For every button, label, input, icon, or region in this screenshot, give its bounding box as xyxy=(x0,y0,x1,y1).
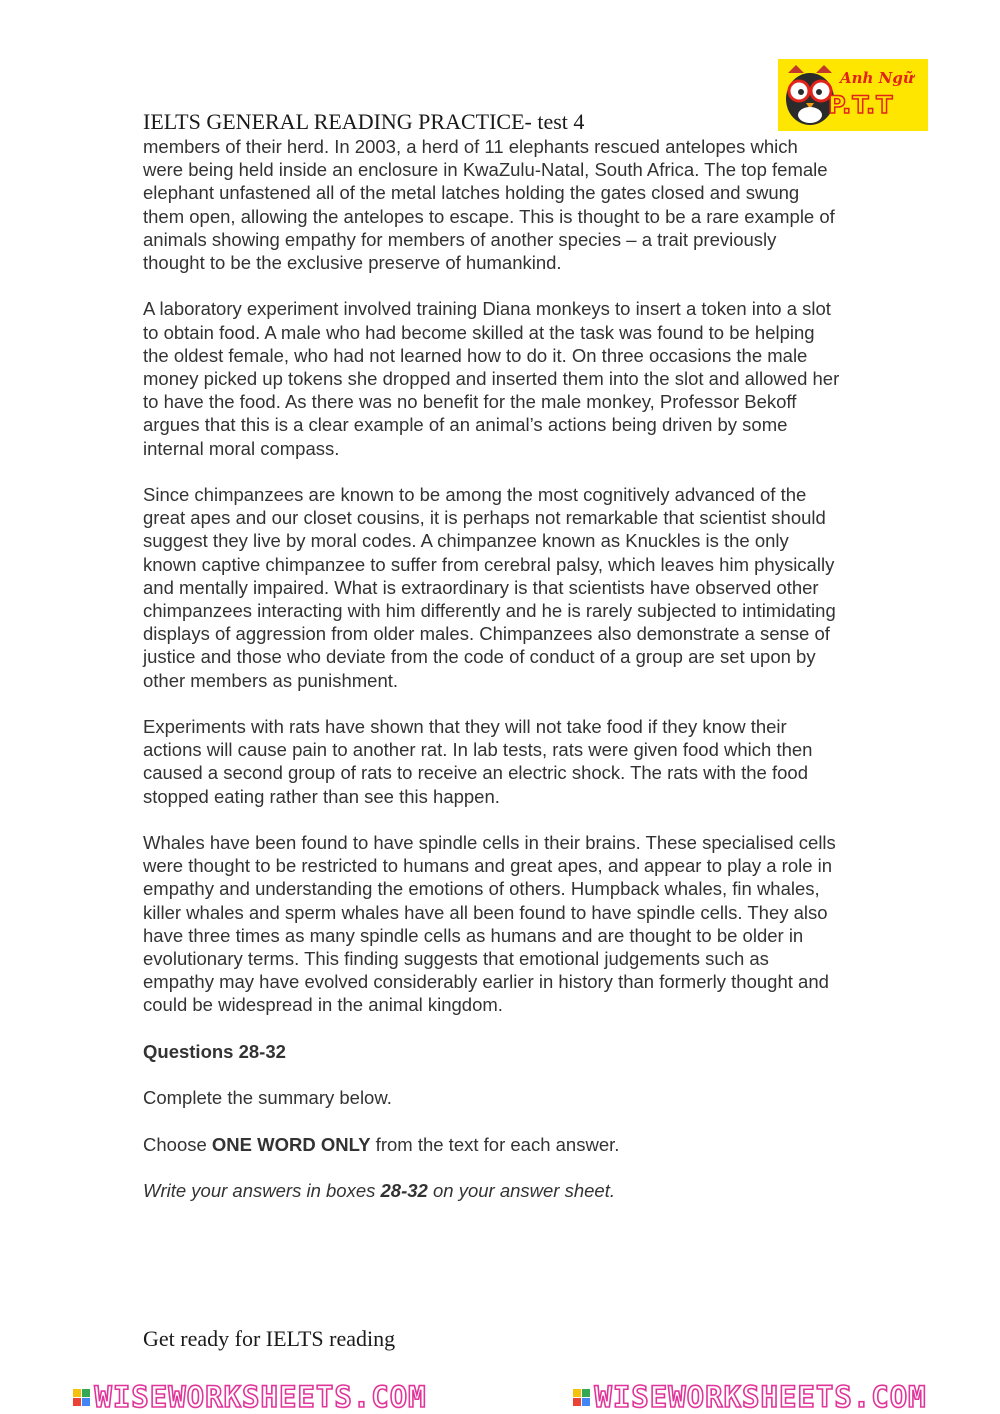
text-line: chimpanzees interacting with him differently and he is rarely subjected to intimidating xyxy=(143,600,836,622)
watermark-logo-icon xyxy=(73,1389,90,1406)
watermark-banner xyxy=(0,1381,1000,1413)
instruction-text: Choose xyxy=(143,1133,212,1155)
paragraph-elephants xyxy=(143,135,913,274)
instruction-choose xyxy=(143,1133,913,1156)
instruction-text: on your answer sheet. xyxy=(427,1180,616,1202)
text-line: empathy may have evolved considerably earlier in history than formerly thought and xyxy=(143,971,829,993)
text-line: other members as punishment. xyxy=(143,669,399,691)
text-line: could be widespread in the animal kingdom. xyxy=(143,994,503,1016)
text-line: Since chimpanzees are known to be among the most cognitively advanced of the xyxy=(143,484,807,506)
text-line: justice and those who deviate from the code of conduct of a group are set upon by xyxy=(143,646,816,668)
text-line: evolutionary terms. This finding suggests that emotional judgements such as xyxy=(143,948,769,970)
page-title: IELTS GENERAL READING PRACTICE- test 4 xyxy=(143,109,585,134)
text-line: Experiments with rats have shown that they will not take food if they know their xyxy=(143,716,787,738)
text-line: the oldest female, who had not learned how to do it. On three occasions the male xyxy=(143,344,808,366)
text-line: A laboratory experiment involved training Diana monkeys to insert a token into a slot xyxy=(143,298,831,320)
instruction-text: Write your answers in boxes xyxy=(143,1180,381,1202)
text-line: and mentally impaired. What is extraordinary is that scientists have observed other xyxy=(143,576,819,598)
watermark-unit xyxy=(73,1380,426,1414)
text-line: great apes and our closet cousins, it is perhaps not remarkable that scientist should xyxy=(143,507,826,529)
text-line: members of their herd. In 2003, a herd of 11 elephants rescued antelopes which xyxy=(143,136,798,157)
paragraph-rats xyxy=(143,715,913,808)
text-line: suggest they live by moral codes. A chimpanzee known as Knuckles is the only xyxy=(143,530,789,552)
instruction-complete: Complete the summary below. xyxy=(143,1087,392,1109)
instruction-emphasis: ONE WORD ONLY xyxy=(211,1133,371,1155)
text-line: stopped eating rather than see this happen. xyxy=(143,785,500,807)
text-line: to obtain food. A male who had become skilled at the task was found to be helping xyxy=(143,321,815,343)
watermark-text: WISEWORKSHEETS.COM xyxy=(94,1380,427,1414)
text-line: Whales have been found to have spindle cells in their brains. These specialised cells xyxy=(143,832,836,854)
logo-text-ptt: P.T.T xyxy=(828,91,894,119)
watermark-unit xyxy=(573,1380,926,1414)
text-line: killer whales and sperm whales have all been found to have spindle cells. They also xyxy=(143,901,828,923)
footer-text: Get ready for IELTS reading xyxy=(143,1326,396,1351)
instruction-emphasis: 28-32 xyxy=(380,1180,428,1202)
text-line: actions will cause pain to another rat. In lab tests, rats were given food which then xyxy=(143,739,813,761)
watermark-logo-icon xyxy=(573,1389,590,1406)
questions-heading: Questions 28-32 xyxy=(143,1040,286,1062)
text-line: have three times as many spindle cells as humans and are thought to be older in xyxy=(143,924,804,946)
reading-passage xyxy=(143,135,913,1225)
text-line: were being held inside an enclosure in KwaZulu-Natal, South Africa. The top female xyxy=(143,159,828,181)
instruction-write xyxy=(143,1179,913,1202)
paragraph-chimpanzees xyxy=(143,483,913,692)
text-line: known captive chimpanzee to suffer from cerebral palsy, which leaves him physically xyxy=(143,553,835,575)
watermark-text: WISEWORKSHEETS.COM xyxy=(594,1380,927,1414)
brand-logo xyxy=(778,59,928,131)
text-line: elephant unfastened all of the metal latches holding the gates closed and swung xyxy=(143,182,800,204)
text-line: were thought to be restricted to humans and great apes, and appear to play a role in xyxy=(143,855,833,877)
text-line: to have the food. As there was no benefit for the male monkey, Professor Bekoff xyxy=(143,391,797,413)
text-line: empathy and understanding the emotions of others. Humpback whales, fin whales, xyxy=(143,878,820,900)
text-line: animals showing empathy for members of another species – a trait previously xyxy=(143,228,777,250)
text-line: money picked up tokens she dropped and inserted them into the slot and allowed her xyxy=(143,368,840,390)
text-line: internal moral compass. xyxy=(143,437,340,459)
instruction-text: from the text for each answer. xyxy=(370,1133,620,1155)
paragraph-whales xyxy=(143,831,913,1017)
text-line: argues that this is a clear example of an animal’s actions being driven by some xyxy=(143,414,788,436)
logo-text-anh-ngu: Anh Ngữ xyxy=(840,69,914,87)
paragraph-monkeys xyxy=(143,297,913,459)
text-line: them open, allowing the antelopes to escape. This is thought to be a rare example of xyxy=(143,205,835,227)
text-line: caused a second group of rats to receive an electric shock. The rats with the food xyxy=(143,762,808,784)
text-line: displays of aggression from older males. Chimpanzees also demonstrate a sense of xyxy=(143,623,830,645)
text-line: thought to be the exclusive preserve of humankind. xyxy=(143,252,562,274)
